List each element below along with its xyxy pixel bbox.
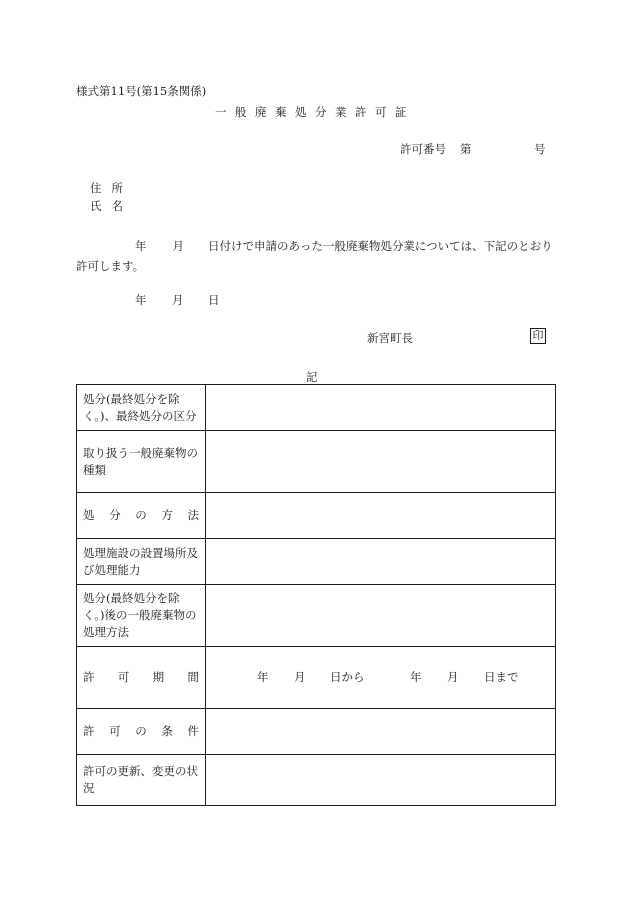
row-value bbox=[206, 755, 556, 806]
label-char: 間 bbox=[187, 670, 199, 684]
table-row bbox=[77, 493, 556, 539]
table-row bbox=[77, 385, 556, 431]
permit-number-suffix: 号 bbox=[534, 142, 546, 156]
issue-year-unit: 年 bbox=[135, 293, 147, 307]
table-row bbox=[77, 755, 556, 806]
label-char: 可 bbox=[117, 670, 130, 684]
row-value bbox=[206, 539, 556, 585]
label-char: 件 bbox=[187, 724, 199, 738]
row-value bbox=[206, 431, 556, 493]
period-from-month: 月 bbox=[294, 670, 306, 684]
ki-heading: 記 bbox=[306, 370, 318, 384]
body-month-unit: 月 bbox=[172, 239, 184, 253]
label-char: 期 bbox=[152, 670, 165, 684]
row-label: 処分(最終処分を除く。)、最終処分の区分 bbox=[77, 385, 206, 431]
period-to-year: 年 bbox=[410, 670, 422, 684]
document-title: 一般廃棄処分業許可証 bbox=[215, 105, 415, 119]
label-char: の bbox=[135, 508, 147, 522]
label-char: 許 bbox=[83, 724, 95, 738]
row-label bbox=[77, 647, 206, 709]
row-label: 処理施設の設置場所及び処理能力 bbox=[77, 539, 206, 585]
row-value bbox=[206, 585, 556, 647]
table-row bbox=[77, 585, 556, 647]
issuer-title: 新宮町長 bbox=[367, 331, 413, 345]
issue-day-unit: 日 bbox=[208, 293, 220, 307]
row-value bbox=[206, 709, 556, 755]
table-row bbox=[77, 709, 556, 755]
address-label: 住所 bbox=[90, 181, 133, 195]
name-label: 氏名 bbox=[90, 199, 133, 213]
label-char: 条 bbox=[161, 724, 173, 738]
label-char: 分 bbox=[109, 508, 121, 522]
body-year-unit: 年 bbox=[135, 239, 147, 253]
spaced-label bbox=[83, 507, 199, 524]
label-char: の bbox=[135, 724, 147, 738]
row-label bbox=[77, 709, 206, 755]
seal-mark: 印 bbox=[530, 328, 546, 344]
row-value bbox=[206, 493, 556, 539]
body-paragraph bbox=[76, 236, 558, 276]
permit-number-label: 許可番号 bbox=[400, 142, 446, 156]
period-to-day: 日まで bbox=[484, 670, 519, 684]
table-row bbox=[77, 539, 556, 585]
spaced-label bbox=[83, 669, 199, 686]
label-char: 法 bbox=[187, 508, 199, 522]
body-text: 日付けで申請のあった一般廃棄物処分業については、下記のとおり許可します。 bbox=[76, 239, 553, 273]
form-number: 様式第11号(第15条関係) bbox=[76, 84, 207, 98]
issue-month-unit: 月 bbox=[172, 293, 184, 307]
period-to-month: 月 bbox=[447, 670, 459, 684]
row-label bbox=[77, 493, 206, 539]
row-label: 取り扱う一般廃棄物の種類 bbox=[77, 431, 206, 493]
permit-number-prefix: 第 bbox=[460, 142, 472, 156]
permit-period-value bbox=[206, 647, 556, 709]
label-char: 方 bbox=[161, 508, 173, 522]
spaced-label bbox=[83, 723, 199, 740]
table-row bbox=[77, 647, 556, 709]
label-char: 可 bbox=[109, 724, 121, 738]
period-from-year: 年 bbox=[257, 670, 269, 684]
row-value bbox=[206, 385, 556, 431]
table-row bbox=[77, 431, 556, 493]
row-label: 許可の更新、変更の状況 bbox=[77, 755, 206, 806]
row-label: 処分(最終処分を除く。)後の一般廃棄物の処理方法 bbox=[77, 585, 206, 647]
period-from-day: 日から bbox=[330, 670, 365, 684]
label-char: 処 bbox=[83, 508, 95, 522]
label-char: 許 bbox=[83, 670, 95, 684]
detail-table bbox=[76, 384, 556, 806]
